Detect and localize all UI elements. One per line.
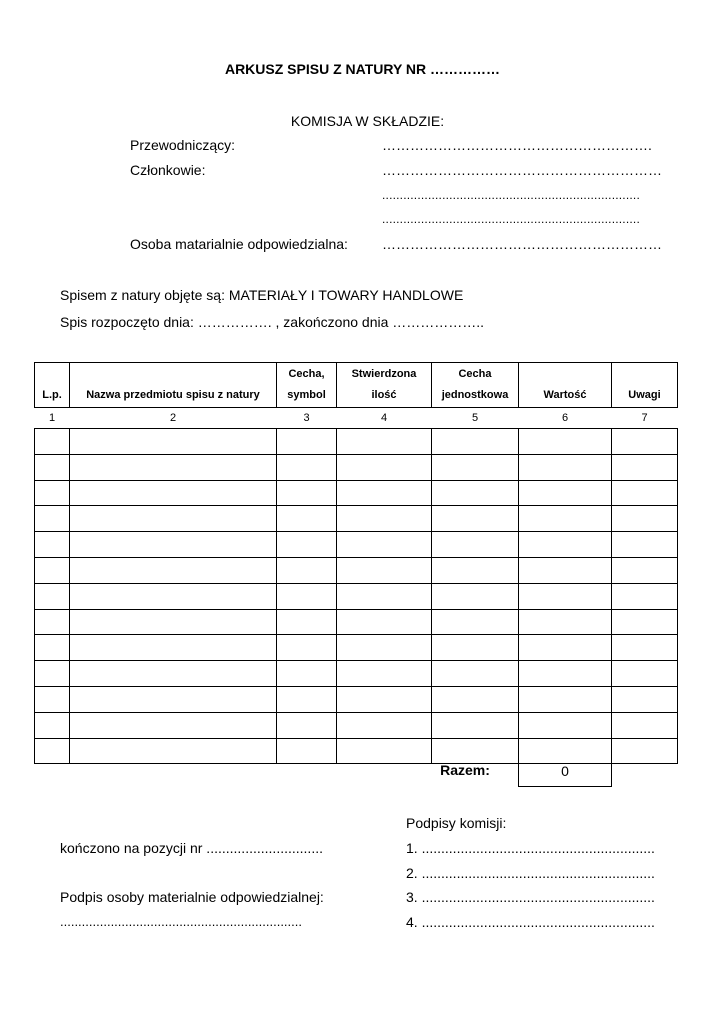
table-cell[interactable]: [70, 583, 277, 609]
table-cell[interactable]: [612, 480, 678, 506]
table-cell[interactable]: [277, 583, 337, 609]
table-row: [35, 506, 678, 532]
table-cell[interactable]: [70, 712, 277, 738]
table-cell[interactable]: [337, 506, 432, 532]
column-header-top: [612, 364, 677, 385]
table-cell[interactable]: [337, 480, 432, 506]
responsible-signature-field[interactable]: ...................................................................: [60, 914, 302, 929]
table-cell[interactable]: [337, 429, 432, 455]
table-cell[interactable]: [519, 609, 612, 635]
table-cell[interactable]: [70, 429, 277, 455]
table-cell[interactable]: [519, 583, 612, 609]
table-cell[interactable]: [432, 635, 519, 661]
column-header-bottom: Uwagi: [628, 389, 661, 401]
table-cell[interactable]: [277, 686, 337, 712]
column-header-top: Stwierdzona: [351, 368, 417, 380]
table-cell[interactable]: [337, 661, 432, 687]
column-header-bottom: Wartość: [543, 389, 587, 401]
table-cell[interactable]: [35, 661, 70, 687]
table-cell[interactable]: [70, 686, 277, 712]
column-header-4: [337, 363, 432, 408]
table-row: [35, 583, 678, 609]
document-title: ARKUSZ SPISU Z NATURY NR ……………: [224, 61, 501, 77]
column-header-1: [35, 363, 70, 408]
signature-line-3[interactable]: 3. ............................................................: [406, 889, 655, 905]
table-cell[interactable]: [70, 532, 277, 558]
table-cell[interactable]: [612, 738, 678, 764]
table-cell[interactable]: [35, 712, 70, 738]
table-cell[interactable]: [70, 609, 277, 635]
table-cell[interactable]: [519, 712, 612, 738]
column-number-row: [35, 408, 678, 429]
table-cell[interactable]: [277, 661, 337, 687]
column-header-top: Cecha,: [288, 368, 325, 380]
table-cell[interactable]: [337, 686, 432, 712]
table-cell[interactable]: [337, 738, 432, 764]
table-cell[interactable]: [432, 506, 519, 532]
table-cell[interactable]: [519, 532, 612, 558]
column-header-bottom: ilość: [371, 389, 397, 401]
table-row: [35, 557, 678, 583]
chair-field[interactable]: ………………………………………………….: [382, 137, 652, 153]
table-row: [35, 738, 678, 764]
total-label: Razem:: [440, 762, 490, 778]
table-cell[interactable]: [337, 583, 432, 609]
table-cell[interactable]: [70, 635, 277, 661]
table-cell[interactable]: [277, 738, 337, 764]
table-cell[interactable]: [70, 454, 277, 480]
column-header-top: [70, 364, 276, 385]
table-cell[interactable]: [35, 480, 70, 506]
table-cell[interactable]: [519, 686, 612, 712]
signature-line-2[interactable]: 2. ............................................................: [406, 865, 655, 881]
column-header-bottom: L.p.: [42, 389, 62, 401]
commission-heading: KOMISJA W SKŁADZIE:: [290, 113, 445, 129]
table-cell[interactable]: [612, 635, 678, 661]
column-header-7: [612, 363, 678, 408]
column-number: 4: [380, 412, 388, 424]
responsible-signature-label: Podpis osoby materialnie odpowiedzialnej:: [60, 889, 324, 905]
table-cell[interactable]: [519, 738, 612, 764]
table-cell[interactable]: [337, 532, 432, 558]
table-cell[interactable]: [35, 635, 70, 661]
table-cell[interactable]: [519, 661, 612, 687]
column-number: 3: [303, 412, 310, 424]
table-cell[interactable]: [612, 506, 678, 532]
table-cell[interactable]: [337, 635, 432, 661]
column-number: 5: [471, 412, 479, 424]
column-header-3: [277, 363, 337, 408]
column-header-5: [432, 363, 519, 408]
table-cell[interactable]: [277, 506, 337, 532]
table-cell[interactable]: [612, 686, 678, 712]
member-field-3[interactable]: .........................................................................: [382, 212, 640, 226]
table-cell[interactable]: [35, 532, 70, 558]
signature-line-4[interactable]: 4. ............................................................: [406, 914, 655, 930]
responsible-person-label: Osoba matarialnie odpowiedzialna:: [130, 236, 348, 252]
total-value: 0: [561, 763, 569, 779]
table-cell[interactable]: [519, 480, 612, 506]
table-cell[interactable]: [35, 738, 70, 764]
table-cell[interactable]: [612, 583, 678, 609]
column-number: 7: [641, 412, 648, 424]
table-cell[interactable]: [432, 686, 519, 712]
table-cell[interactable]: [612, 532, 678, 558]
table-cell[interactable]: [337, 712, 432, 738]
ended-at-position[interactable]: kończono na pozycji nr ..............................: [60, 840, 323, 856]
table-row: [35, 454, 678, 480]
table-cell[interactable]: [612, 454, 678, 480]
table-cell[interactable]: [432, 454, 519, 480]
table-cell[interactable]: [612, 712, 678, 738]
table-cell[interactable]: [612, 429, 678, 455]
column-header-bottom: jednostkowa: [441, 389, 509, 401]
inventory-table: [34, 362, 678, 764]
table-row: [35, 686, 678, 712]
table-cell[interactable]: [35, 506, 70, 532]
table-cell[interactable]: [337, 557, 432, 583]
table-cell[interactable]: [70, 738, 277, 764]
table-cell[interactable]: [432, 712, 519, 738]
table-cell[interactable]: [432, 480, 519, 506]
table-cell[interactable]: [35, 609, 70, 635]
table-cell[interactable]: [519, 429, 612, 455]
table-cell[interactable]: [277, 480, 337, 506]
table-cell[interactable]: [519, 506, 612, 532]
table-row: [35, 480, 678, 506]
responsible-person-field[interactable]: ……………………………………………………: [382, 236, 662, 252]
table-row: [35, 429, 678, 455]
column-header-bottom: symbol: [287, 389, 326, 401]
table-cell[interactable]: [432, 429, 519, 455]
table-cell[interactable]: [35, 429, 70, 455]
member-field-2[interactable]: .........................................................................: [382, 188, 640, 202]
chair-label: Przewodniczący:: [130, 137, 236, 153]
table-cell[interactable]: [277, 609, 337, 635]
table-cell[interactable]: [35, 454, 70, 480]
table-cell[interactable]: [70, 480, 277, 506]
date-range-line: Spis rozpoczęto dnia: ……………. , zakończono dnia ………………..: [60, 314, 485, 330]
column-number: 1: [48, 412, 56, 424]
table-cell[interactable]: [277, 557, 337, 583]
column-header-top: Cecha: [458, 368, 492, 380]
table-cell[interactable]: [277, 532, 337, 558]
column-header-6: [519, 363, 612, 408]
table-cell[interactable]: [432, 609, 519, 635]
table-row: [35, 609, 678, 635]
table-cell[interactable]: [612, 661, 678, 687]
table-cell[interactable]: [612, 609, 678, 635]
column-header-2: [70, 363, 277, 408]
column-header-bottom: Nazwa przedmiotu spisu z natury: [86, 389, 260, 401]
table-cell[interactable]: [277, 429, 337, 455]
table-cell[interactable]: [70, 557, 277, 583]
table-row: [35, 635, 678, 661]
column-header-top: [35, 364, 69, 385]
table-cell[interactable]: [70, 506, 277, 532]
table-row: [35, 712, 678, 738]
table-cell[interactable]: [432, 661, 519, 687]
table-cell[interactable]: [432, 583, 519, 609]
table-cell[interactable]: [519, 557, 612, 583]
table-cell[interactable]: [337, 609, 432, 635]
signature-line-1[interactable]: 1. ............................................................: [406, 840, 655, 856]
table-cell[interactable]: [277, 712, 337, 738]
table-cell[interactable]: [519, 635, 612, 661]
member-field-1[interactable]: ……………………………………………………: [382, 162, 662, 178]
table-cell[interactable]: [432, 532, 519, 558]
table-cell[interactable]: [277, 454, 337, 480]
table-cell[interactable]: [519, 454, 612, 480]
column-header-top: [519, 364, 611, 385]
table-cell[interactable]: [35, 686, 70, 712]
table-row: [35, 661, 678, 687]
signatures-heading: Podpisy komisji:: [406, 815, 507, 831]
table-cell[interactable]: [432, 557, 519, 583]
column-number: 2: [169, 412, 177, 424]
members-label: Członkowie:: [130, 162, 206, 178]
table-cell[interactable]: [70, 661, 277, 687]
column-number: 6: [561, 412, 569, 424]
scope-line: Spisem z natury objęte są: MATERIAŁY I TOWARY HANDLOWE: [60, 287, 464, 303]
table-cell[interactable]: [432, 738, 519, 764]
table-cell[interactable]: [337, 454, 432, 480]
table-cell[interactable]: [612, 557, 678, 583]
table-cell[interactable]: [35, 557, 70, 583]
table-row: [35, 532, 678, 558]
table-header-row: [35, 363, 678, 408]
table-cell[interactable]: [277, 635, 337, 661]
table-cell[interactable]: [35, 583, 70, 609]
